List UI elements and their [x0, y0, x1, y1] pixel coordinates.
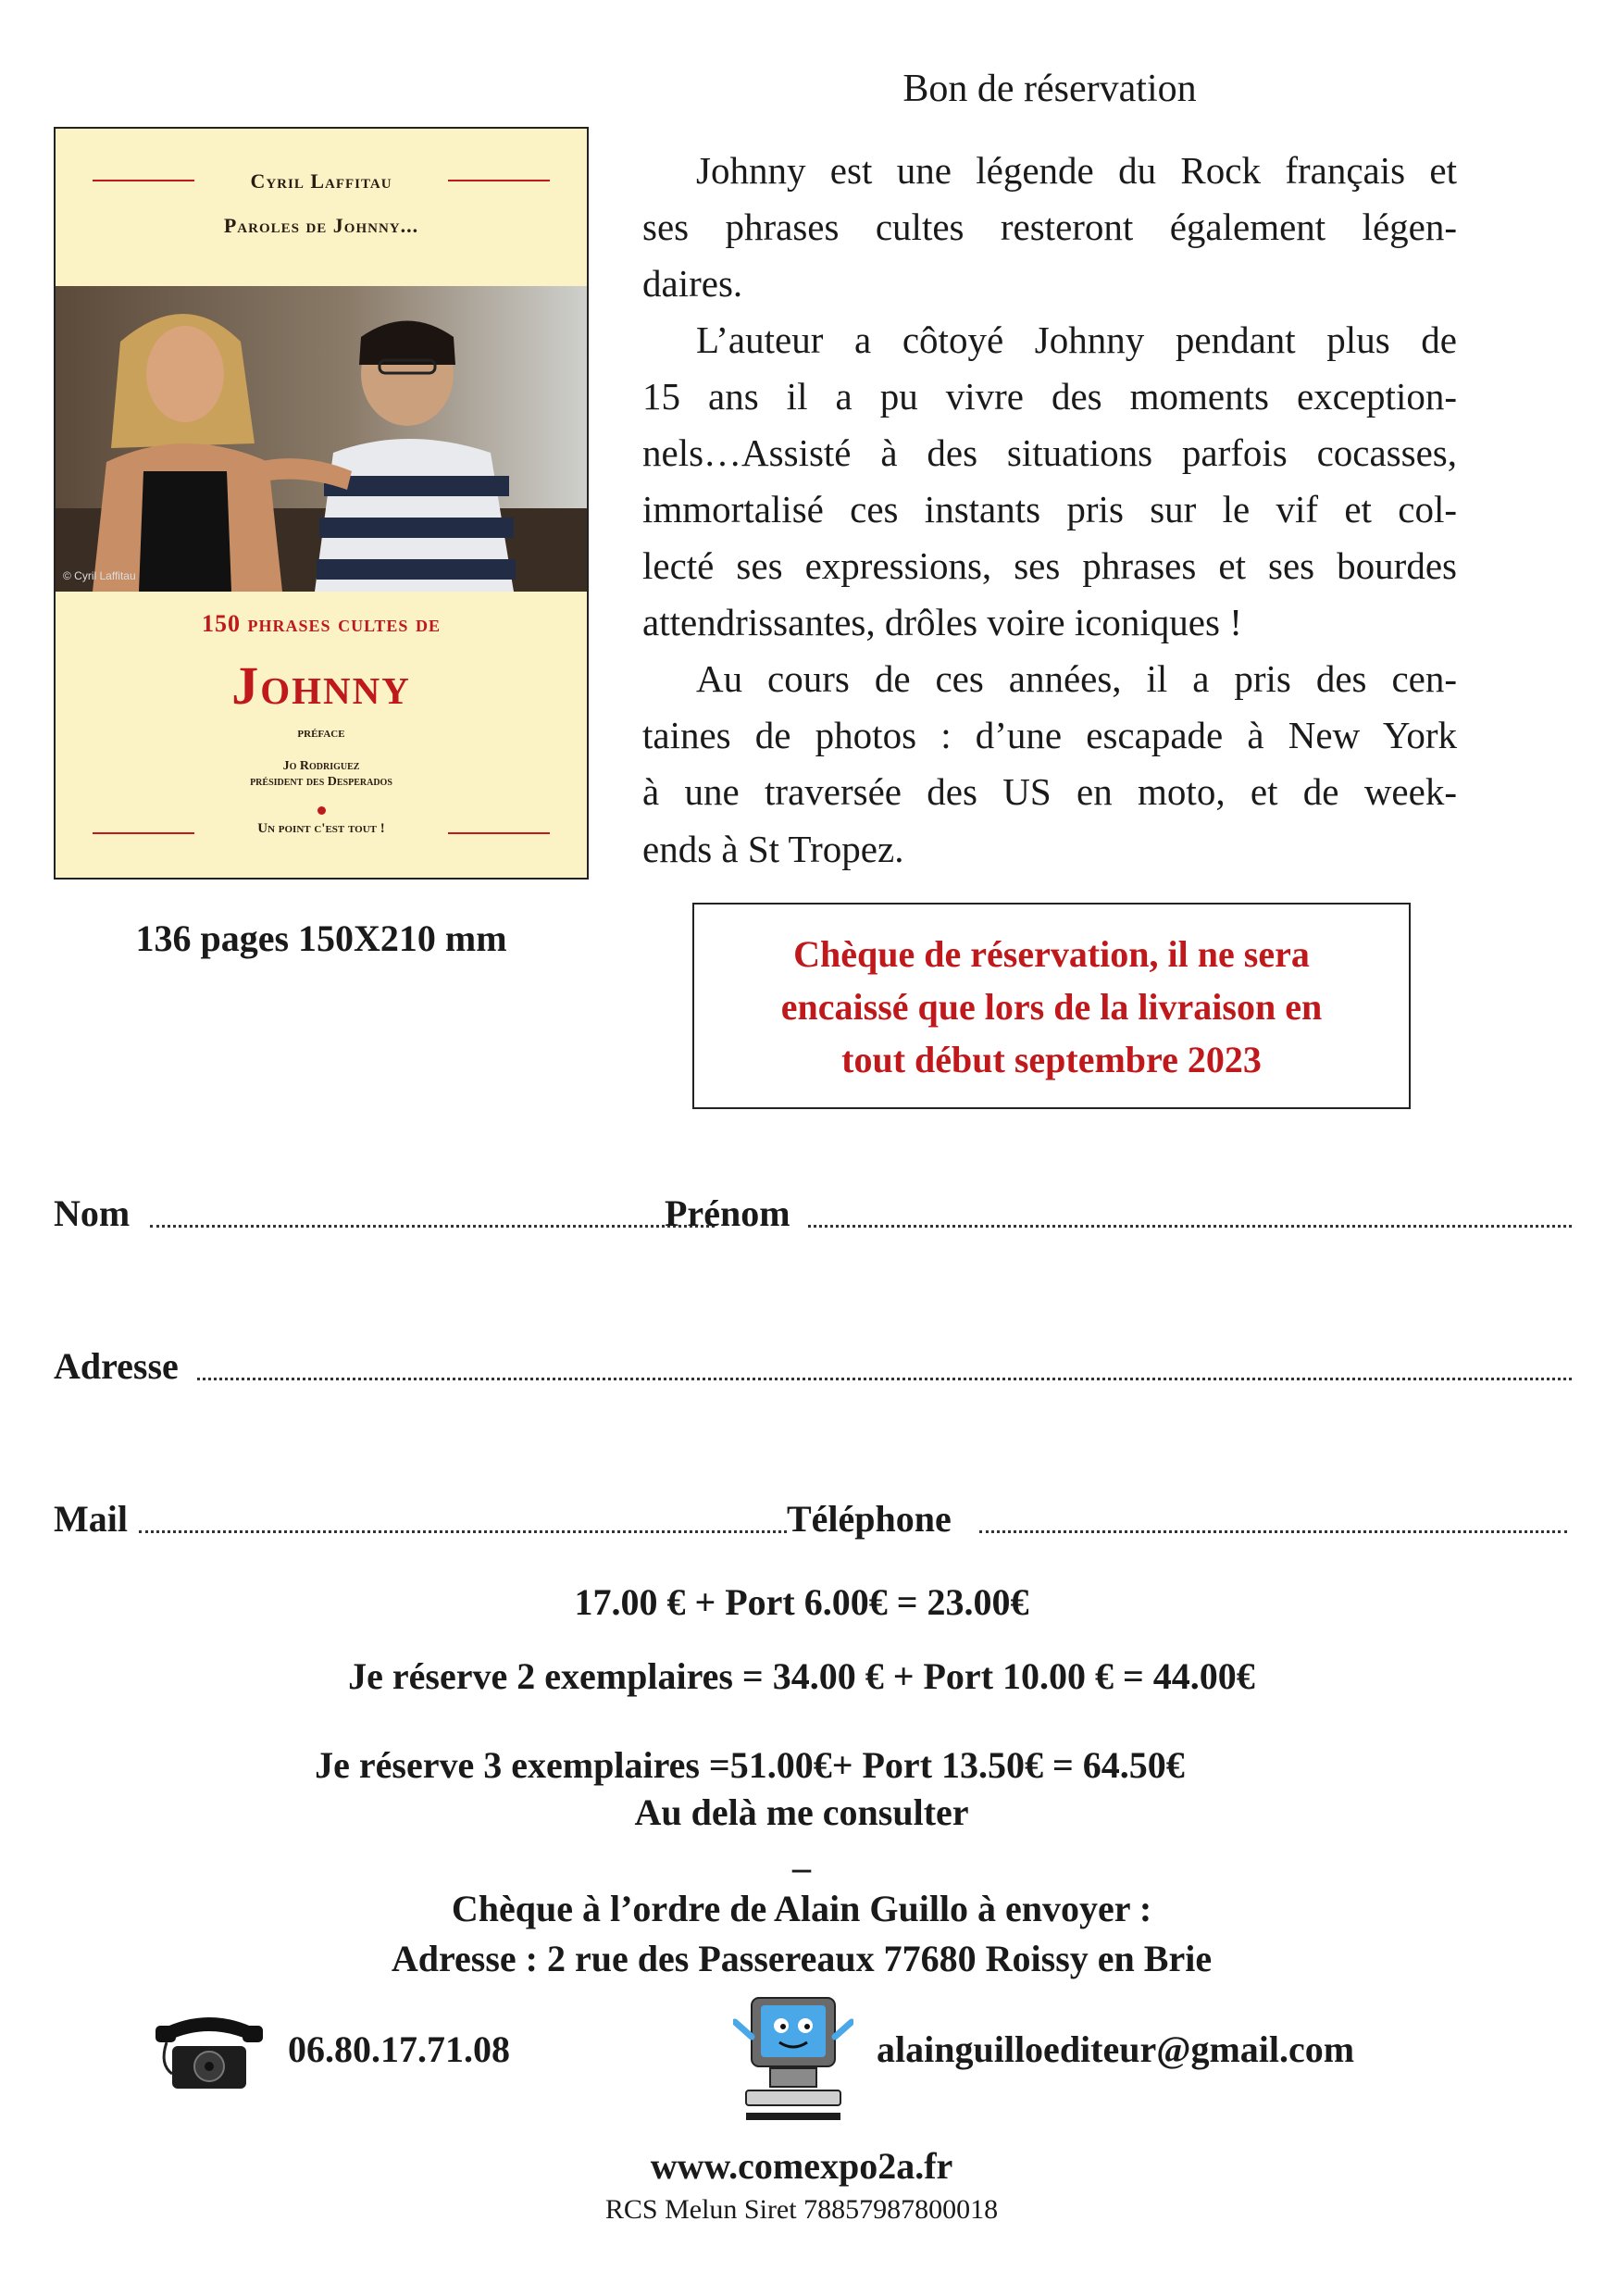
adresse-field[interactable] [197, 1378, 1572, 1380]
description-line: Johnny est une légende du Rock français et [696, 149, 1457, 192]
book-specs: 136 pages 150X210 mm [135, 917, 507, 959]
cover-preface-label: préface [297, 726, 345, 741]
description-line: taines de photos : d’une escapade à New York [642, 714, 1457, 756]
description-line: ends à St Tropez. [642, 828, 904, 870]
price-three-copies: Je réserve 3 exemplaires =51.00€+ Port 13.50€ = 64.50€ [315, 1744, 1185, 1786]
payment-address: Adresse : 2 rue des Passereaux 77680 Roissy en Brie [391, 1938, 1213, 1979]
form-row-address [54, 1347, 1572, 1393]
cover-photo-image [56, 286, 587, 592]
description-line: lecté ses expressions, ses phrases et ses bourdes [642, 544, 1457, 587]
description-line: L’auteur a côtoyé Johnny pendant plus de [696, 318, 1457, 361]
cover-johnny-title: Johnny [231, 655, 411, 716]
price-beyond: Au delà me consulter [634, 1791, 969, 1833]
description-line: Au cours de ces années, il a pris des cen- [696, 657, 1457, 700]
telephone-field[interactable] [979, 1530, 1567, 1533]
form-row-contact [54, 1500, 1572, 1546]
description-line: attendrissantes, drôles voire iconiques ! [642, 601, 1242, 643]
cover-preface-role: président des Desperados [250, 775, 392, 789]
nom-field[interactable] [150, 1225, 715, 1228]
cover-author: Cyril Laffitau [250, 169, 392, 193]
rcs-siret: RCS Melun Siret 78857987800018 [604, 2194, 999, 2225]
cover-phrases: 150 phrases cultes de [202, 610, 441, 637]
prenom-label: Prénom [665, 1192, 790, 1234]
cheque-notice-line: tout début septembre 2023 [841, 1039, 1262, 1080]
description-line: à une traversée des US en moto, et de week- [642, 770, 1457, 813]
mail-field[interactable] [139, 1530, 787, 1533]
adresse-label: Adresse [54, 1345, 179, 1387]
separator: _ [792, 1834, 811, 1876]
contact-phone[interactable]: 06.80.17.71.08 [288, 2028, 510, 2070]
nom-label: Nom [54, 1192, 131, 1234]
cover-preface-author: Jo Rodriguez [282, 759, 360, 773]
cover-photo [56, 286, 587, 592]
price-two-copies: Je réserve 2 exemplaires = 34.00 € + Port 10.00 € = 44.00€ [348, 1655, 1255, 1697]
cover-subtitle: Paroles de Johnny... [223, 214, 419, 237]
page-title: Bon de réservation [902, 68, 1197, 110]
price-one-copy: 17.00 € + Port 6.00€ = 23.00€ [574, 1581, 1029, 1623]
contact-email[interactable]: alainguilloediteur@gmail.com [877, 2028, 1355, 2070]
cheque-notice-line: Chèque de réservation, il ne sera [793, 933, 1310, 975]
computer-mascot-icon [733, 1990, 853, 2125]
cheque-notice-box [692, 903, 1411, 1109]
description-line: nels…Assisté à des situations parfois cocasses, [642, 431, 1457, 474]
description-line: immortalisé ces instants pris sur le vif et col- [642, 488, 1457, 530]
prenom-field[interactable] [808, 1225, 1572, 1228]
telephone-label: Téléphone [787, 1498, 952, 1540]
form-row-name [54, 1194, 1572, 1241]
cover-photo-credit: © Cyril Laffitau [63, 569, 136, 582]
payment-order: Chèque à l’ordre de Alain Guillo à envoyer : [451, 1888, 1152, 1929]
cover-red-dot [317, 806, 326, 815]
cover-tagline: Un point c'est tout ! [257, 821, 385, 836]
book-cover [54, 127, 589, 880]
telephone-icon [154, 2009, 265, 2092]
mail-label: Mail [54, 1498, 128, 1540]
cheque-notice-line: encaissé que lors de la livraison en [780, 986, 1323, 1028]
website-link[interactable]: www.comexpo2a.fr [650, 2145, 953, 2187]
description-line: ses phrases cultes resteront également légen- [642, 206, 1457, 248]
description-line: 15 ans il a pu vivre des moments exception- [642, 375, 1457, 418]
description-line: daires. [642, 262, 743, 305]
